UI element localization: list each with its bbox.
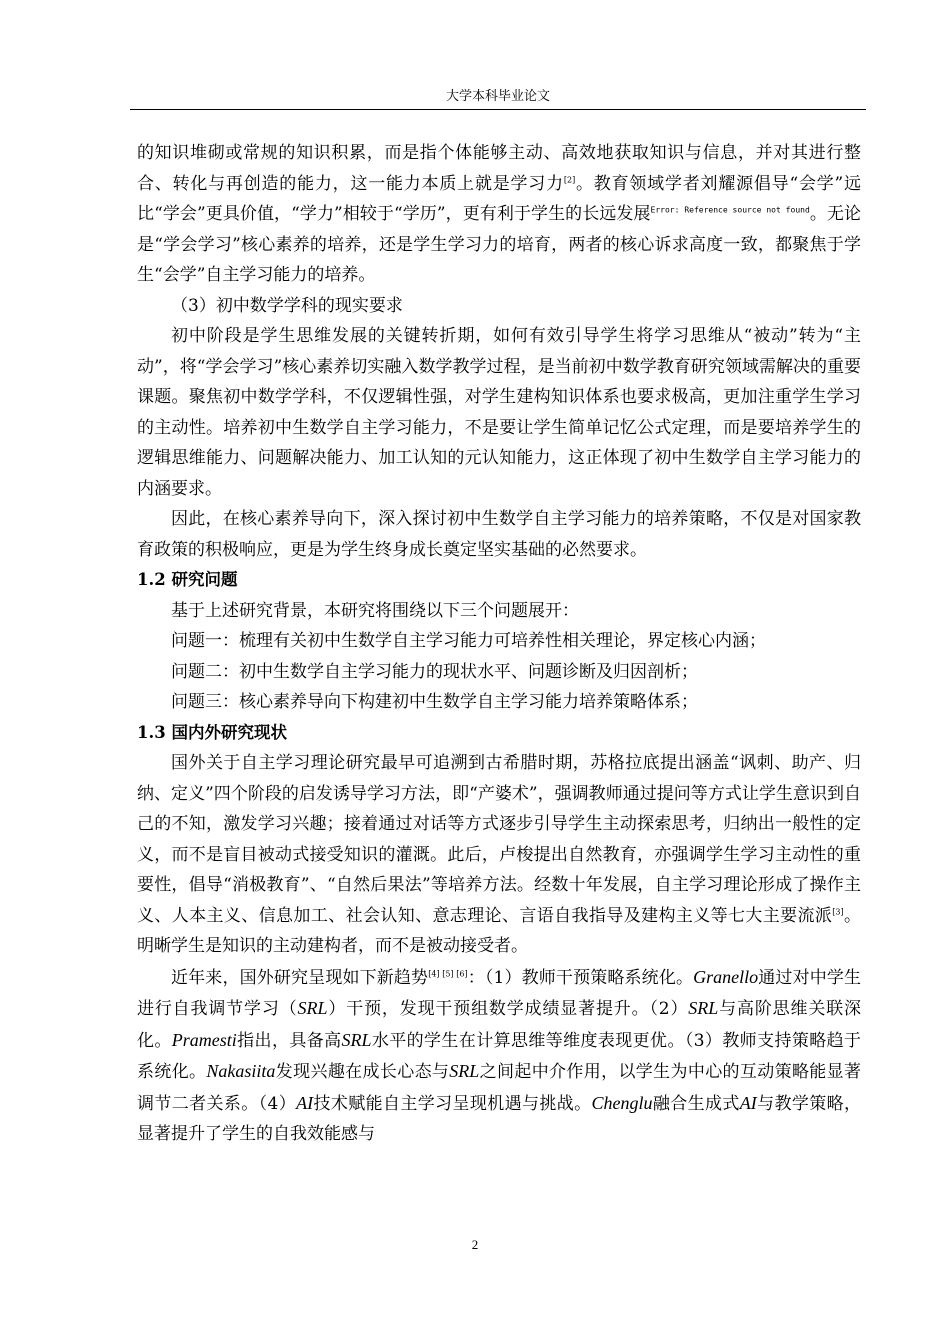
page-number: 2: [471, 1237, 479, 1252]
header-rule: [130, 109, 866, 110]
paragraph-math-requirement: 初中阶段是学生思维发展的关键转折期，如何有效引导学生将学习思维从“被动”转为“主动”，将“学会学习”核心素养切实融入数学教学过程，是当前初中数学教育研究领域需解决的重要课题。聚焦初中数学学科，不仅逻辑性强，对学生建构知识体系也要求极高，更加注重学生学习的主动性。培养初中生数学自主学习能力，不是要让学生简单记忆公式定理，而是要培养学生的逻辑思维能力、问题解决能力、加工认知的元认知能力，这正体现了初中生数学自主学习能力的内涵要求。: [137, 326, 861, 499]
section-heading-1-3: 1.3 国内外研究现状: [137, 722, 287, 742]
reference-error: Error: Reference source not found: [650, 205, 810, 215]
paragraph-learning-power: 的知识堆砌或常规的知识积累，而是指个体能够主动、高效地获取知识与信息，并对其进行整合、转化与再创造的能力，这一能力本质上就是学习力[2]。教育领域学者刘耀源倡导“会学”远比“学会”更具价值，“学力”相较于“学历”，更有利于学生的长远发展$^{Error: Reference source not found}$。无论是“学会学习”核心素养的培养，还是学生学习力的培育，两者的核心诉求高度一致，都聚焦于学生“会学”自主学习能力的培养。: [137, 143, 861, 285]
section-heading-1-2: 1.2 研究问题: [137, 570, 238, 589]
paragraph-conclusion: 因此，在核心素养导向下，深入探讨初中生数学自主学习能力的培养策略，不仅是对国家教育政策的积极响应，更是为学生终身成长奠定坚实基础的必然要求。: [137, 509, 861, 560]
question-3: 问题三：核心素养导向下构建初中生数学自主学习能力培养策略体系；: [171, 692, 698, 712]
question-1: 问题一：梳理有关初中生数学自主学习能力可培养性相关理论，界定核心内涵；: [171, 631, 766, 651]
page-header: 大学本科毕业论文: [445, 89, 550, 104]
paragraph-foreign-trends: 近年来，国外研究呈现如下新趋势[4] [5] [6]：（1）教师干预策略系统化。Granello通过对中学生进行自我调节学习（SRL）干预，发现干预组数学成绩显著提升。（2）SRL与高阶思维关联深化。Pramesti指出，具备高SRL水平的学生在计算思维等维度表现更优。（3）教师支持策略趋于系统化。Nakasiita发现兴趣在成长心态与SRL之间起中介作用，以学生为中心的互动策略能显著调节二者关系。（4）AI技术赋能自主学习呈现机遇与挑战。Chenglu融合生成式AI与教学策略，显著提升了学生的自我效能感与: [137, 966, 862, 1144]
subsection-heading: （3）初中数学学科的现实要求: [171, 295, 403, 316]
paragraph-questions-intro: 基于上述研究背景，本研究将围绕以下三个问题展开：: [171, 600, 579, 621]
citation: [2]: [563, 174, 576, 184]
paragraph-foreign-history: 国外关于自主学习理论研究最早可追溯到古希腊时期，苏格拉底提出涵盖“讽刺、助产、归纳、定义”四个阶段的启发诱导学习方法，即“产婆术”，强调教师通过提问等方式让学生意识到自己的不知，激发学习兴趣；接着通过对话等方式逐步引导学生主动探索思考，归纳出一般性的定义，而不是盲目被动式接受知识的灌溉。此后，卢梭提出自然教育，亦强调学生学习主动性的重要性，倡导“消极教育”、“自然后果法”等培养方法。经数十年发展，自主学习理论形成了操作主义、人本主义、信息加工、社会认知、意志理论、言语自我指导及建构主义等七大主要流派[3]。明晰学生是知识的主动建构者，而不是被动接受者。: [137, 753, 862, 956]
citation: [3]: [832, 906, 844, 916]
question-2: 问题二：初中生数学自主学习能力的现状水平、问题诊断及归因剖析；: [171, 661, 698, 682]
document-body: [137, 138, 861, 1150]
citation: [4] [5] [6]: [428, 968, 468, 978]
